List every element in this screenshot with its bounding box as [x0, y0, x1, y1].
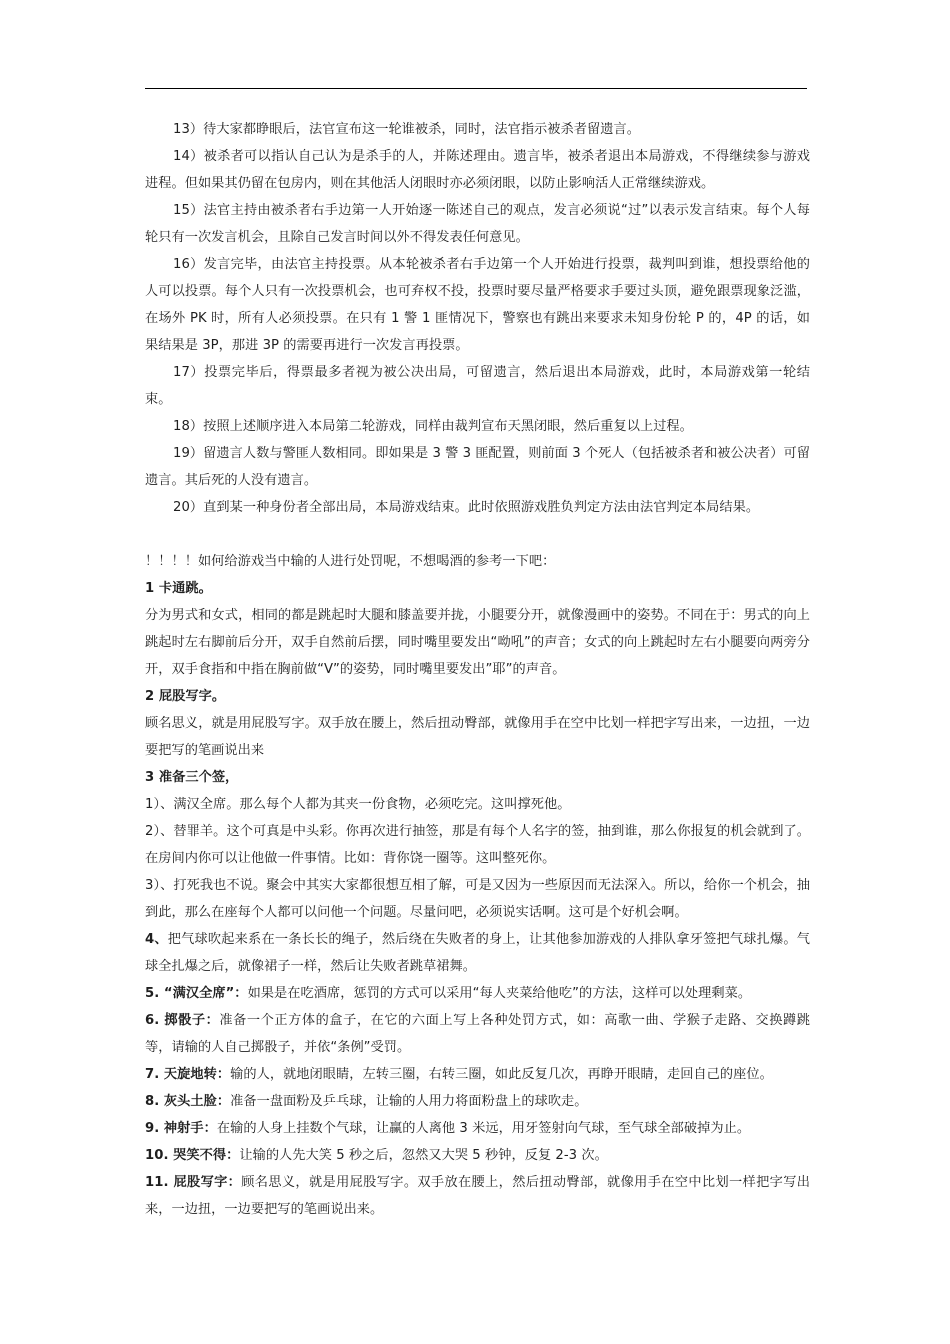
rule-17: 17）投票完毕后，得票最多者视为被公决出局，可留遗言，然后退出本局游戏，此时，本局游戏第一轮结束。: [145, 365, 810, 407]
penalty-3-option-2: 2）、替罪羊。这个可真是中头彩。你再次进行抽签，那是有每个人名字的签，抽到谁，那么你报复的机会就到了。在房间内你可以让他做一件事情。比如：背你饶一圈等。这叫整死你。: [145, 824, 810, 866]
penalty-7: [145, 1061, 810, 1088]
penalty-2-title: 2 屁股写字。: [145, 689, 226, 704]
penalty-7-title: 7. 天旋地转：: [145, 1067, 231, 1082]
penalty-8-body: 准备一盘面粉及乒乓球，让输的人用力将面粉盘上的球吹走。: [230, 1094, 588, 1109]
penalty-1-body: 分为男式和女式，相同的都是跳起时大腿和膝盖要并拢，小腿要分开，就像漫画中的姿势。不同在于：男式的向上跳起时左右脚前后分开，双手自然前后摆，同时嘴里要发出“呦吼”的声音；女式的向上跳起时左右小腿要向两旁分开，双手食指和中指在胸前做“V”的姿势，同时嘴里要发出”耶”的声音。: [145, 608, 810, 677]
penalty-4: [145, 926, 810, 980]
document-body: [145, 116, 810, 1223]
penalty-5: [145, 980, 810, 1007]
penalty-10-title: 10. 哭笑不得：: [145, 1148, 240, 1163]
penalty-3-title: 3 准备三个签，: [145, 770, 239, 785]
penalty-intro: [145, 548, 810, 575]
penalty-9-body: 在输的人身上挂数个气球，让赢的人离他 3 米远，用牙签射向气球，至气球全部破掉为止。: [216, 1121, 751, 1136]
penalty-11-title: 11. 屁股写字：: [145, 1175, 242, 1190]
penalty-10-body: 让输的人先大笑 5 秒之后，忽然又大哭 5 秒钟，反复 2-3 次。: [239, 1148, 608, 1163]
penalty-5-body: 如果是在吃酒席，惩罚的方式可以采用“每人夹菜给他吃”的方法，这样可以处理剩菜。: [247, 986, 752, 1001]
penalty-6-body: 准备一个正方体的盒子，在它的六面上写上各种处罚方式，如：高歌一曲、学猴子走路、交换蹲跳等，请输的人自己掷骰子，并依“条例”受罚。: [145, 1013, 810, 1055]
rule-13: 13）待大家都睁眼后，法官宣布这一轮谁被杀，同时，法官指示被杀者留遗言。: [173, 122, 640, 137]
penalty-4-number: 4、: [145, 932, 168, 947]
penalty-1-title: 1 卡通跳。: [145, 581, 212, 596]
rule-16: 16）发言完毕，由法官主持投票。从本轮被杀者右手边第一个人开始进行投票，裁判叫到谁，想投票给他的人可以投票。每个人只有一次投票机会，也可弃权不投，投票时要尽量严格要求手要过头顶，避免跟票现象泛滥，在场外 PK 时，所有人必须投票。在只有 1 警 1 匪情况下，警察也有跳出来要求未知身份轮 P 的，4P 的话，如果结果是 3P，那进 3P 的需要再进行一次发言再投票。: [145, 257, 810, 353]
penalty-intro-text: ！！！！如何给游戏当中输的人进行处罚呢，不想喝酒的参考一下吧：: [145, 554, 556, 569]
penalty-6: [145, 1007, 810, 1061]
rule-19: 19）留遗言人数与警匪人数相同。即如果是 3 警 3 匪配置，则前面 3 个死人（包括被杀者和被公决者）可留遗言。其后死的人没有遗言。: [145, 446, 810, 488]
penalty-11-body: 顾名思义，就是用屁股写字。双手放在腰上，然后扭动臀部，就像用手在空中比划一样把字写出来，一边扭，一边要把写的笔画说出来。: [145, 1175, 810, 1217]
penalty-3-option-1: 1）、满汉全席。那么每个人都为其夹一份食物，必须吃完。这叫撑死他。: [145, 797, 571, 812]
penalty-5-title: 5. “满汉全席”：: [145, 986, 248, 1001]
penalty-4-body: 把气球吹起来系在一条长长的绳子，然后绕在失败者的身上，让其他参加游戏的人排队拿牙签把气球扎爆。气球全扎爆之后，就像裙子一样，然后让失败者跳草裙舞。: [145, 932, 810, 974]
penalty-9: [145, 1115, 810, 1142]
penalty-7-body: 输的人，就地闭眼睛，左转三圈，右转三圈，如此反复几次，再睁开眼睛，走回自己的座位。: [230, 1067, 773, 1082]
header-rule: [145, 88, 807, 89]
rule-15: 15）法官主持由被杀者右手边第一人开始逐一陈述自己的观点，发言必须说“过”以表示发言结束。每个人每轮只有一次发言机会，且除自己发言时间以外不得发表任何意见。: [145, 203, 810, 245]
penalty-2-body: 顾名思义，就是用屁股写字。双手放在腰上，然后扭动臀部，就像用手在空中比划一样把字写出来，一边扭，一边要把写的笔画说出来: [145, 716, 810, 758]
section-gap: [145, 521, 810, 548]
rule-20: 20）直到某一种身份者全部出局，本局游戏结束。此时依照游戏胜负判定方法由法官判定本局结果。: [173, 500, 760, 515]
penalty-10: [145, 1142, 810, 1169]
rule-18: 18）按照上述顺序进入本局第二轮游戏，同样由裁判宣布天黑闭眼，然后重复以上过程。: [173, 419, 693, 434]
penalty-8: [145, 1088, 810, 1115]
penalty-6-title: 6. 掷骰子：: [145, 1013, 220, 1028]
penalty-9-title: 9. 神射手：: [145, 1121, 217, 1136]
penalty-3-option-3: 3）、打死我也不说。聚会中其实大家都很想互相了解，可是又因为一些原因而无法深入。所以，给你一个机会，抽到此，那么在座每个人都可以问他一个问题。尽量问吧，必须说实话啊。这可是个好机会啊。: [145, 878, 810, 920]
penalty-8-title: 8. 灰头土脸：: [145, 1094, 231, 1109]
rule-14: 14）被杀者可以指认自己认为是杀手的人，并陈述理由。遗言毕，被杀者退出本局游戏，不得继续参与游戏进程。但如果其仍留在包房内，则在其他活人闭眼时亦必须闭眼，以防止影响活人正常继续游戏。: [145, 149, 810, 191]
penalty-11: [145, 1169, 810, 1223]
